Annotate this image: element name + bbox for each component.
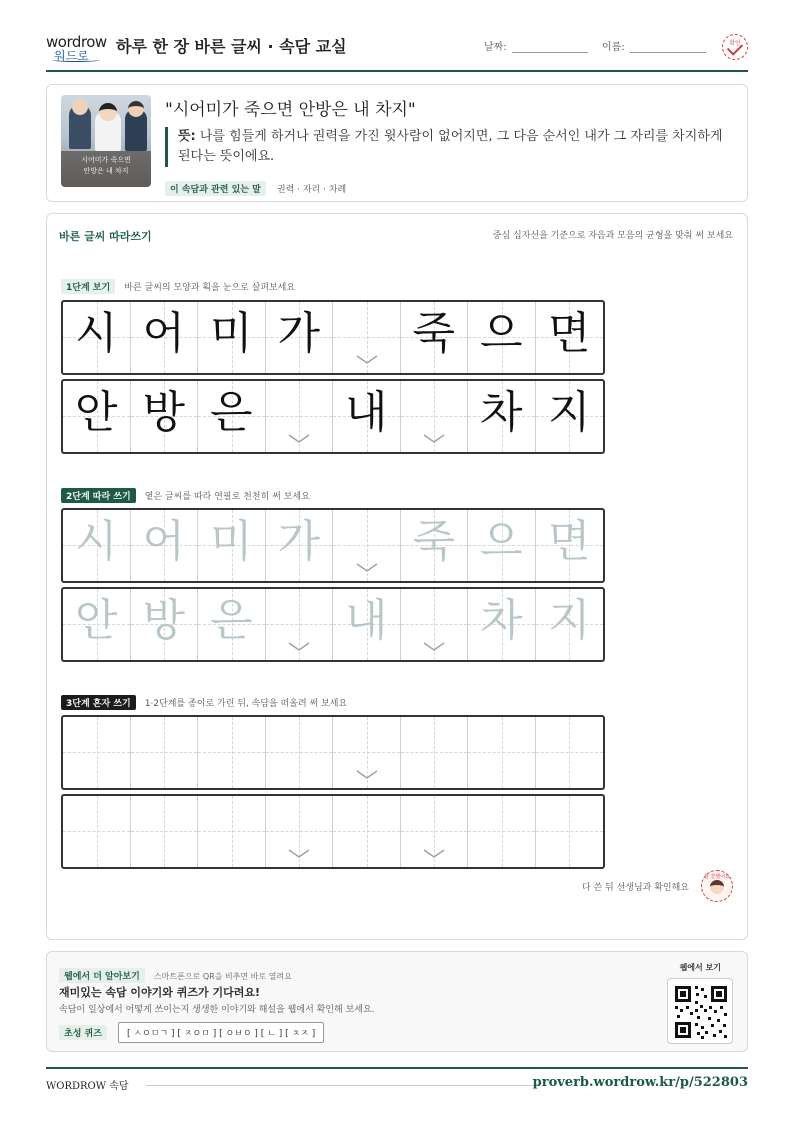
logo-korean: 워드로 (54, 49, 89, 63)
grid-cell[interactable] (131, 589, 199, 660)
child-face-icon (710, 880, 724, 894)
guide-horizontal (266, 831, 333, 832)
grid-cell[interactable] (536, 510, 604, 581)
step1-tag: 1단계 보기 (61, 279, 115, 294)
chosung-quiz (59, 1022, 324, 1042)
grid-cell (198, 381, 266, 452)
proverb-illustration (61, 95, 151, 187)
well-done-badge-icon (701, 870, 733, 902)
grid-cell[interactable] (536, 589, 604, 660)
confirm-text: 다 쓴 뒤 선생님과 확인해요 (581, 883, 689, 893)
grid-cell (266, 381, 334, 452)
grid-cell[interactable] (401, 796, 469, 867)
step3-label (61, 692, 347, 708)
trace-character: 안 (74, 595, 118, 646)
guide-horizontal (266, 624, 333, 625)
guide-horizontal (198, 752, 265, 753)
trace-character: 차 (479, 595, 523, 646)
web-subtext: 속담이 일상에서 어떻게 쓰이는지 생생한 이야기와 해설을 웹에서 확인해 보세요. (59, 1005, 375, 1015)
quiz-hint-box: [ ㅅㅇㅁㄱ ] [ ㅈㅇㅁ ] [ ㅇㅂㅇ ] [ ㄴ ] [ ㅊㅈ ] (118, 1022, 324, 1043)
related-words (165, 177, 347, 195)
guide-horizontal (198, 831, 265, 832)
footer-brand: WORDROW 속담 (46, 1081, 129, 1092)
grid-cell (536, 381, 604, 452)
proverb-card (46, 84, 748, 202)
grid-cell[interactable] (333, 589, 401, 660)
illustration-caption-1: 시어미가 죽으면 (81, 156, 131, 164)
space-mark-icon (356, 769, 378, 781)
trace-character: 내 (344, 595, 388, 646)
stamp-label: 확인 (729, 40, 741, 47)
grid-cell[interactable] (198, 589, 266, 660)
guide-horizontal (401, 416, 468, 417)
grid-cell[interactable] (198, 510, 266, 581)
guide-horizontal (333, 545, 400, 546)
practice-hint: 중심 십자선을 기준으로 자음과 모음의 균형을 맞춰 써 보세요 (492, 231, 733, 241)
grid-cell (266, 302, 334, 373)
grid-cell (131, 381, 199, 452)
model-character: 미 (209, 308, 253, 359)
grid-cell (468, 381, 536, 452)
logo-wordmark: wordrow (46, 33, 107, 51)
grid-cell[interactable] (401, 589, 469, 660)
trace-character: 가 (277, 516, 320, 567)
footer-url[interactable]: proverb.wordrow.kr/p/522803 (532, 1075, 748, 1090)
web-headline: 재미있는 속담 이야기와 퀴즈가 기다려요! (59, 986, 260, 999)
proverb-meaning (165, 127, 735, 167)
grid-cell[interactable] (63, 717, 131, 788)
badge-label: 참 잘했어요 (704, 874, 730, 880)
model-character: 지 (547, 387, 591, 438)
space-mark-icon (423, 433, 445, 445)
grid-cell[interactable] (63, 796, 131, 867)
step3-desc: 1·2단계를 종이로 가린 뒤, 속담을 떠올려 써 보세요 (144, 699, 348, 709)
guide-horizontal (333, 752, 400, 753)
guide-horizontal (536, 752, 604, 753)
guide-horizontal (266, 752, 333, 753)
step3-tag: 3단계 혼자 쓰기 (61, 695, 136, 710)
quiz-label: 초성 퀴즈 (59, 1025, 107, 1040)
meaning-text: 나를 힘들게 하거나 권력을 가진 윗사람이 없어지면, 그 다음 순서인 내가 그 자리를 차지하게 된다는 뜻이에요. (178, 129, 723, 164)
grid-cell[interactable] (468, 510, 536, 581)
grid-cell[interactable] (536, 717, 604, 788)
step2-label (61, 485, 310, 501)
qr-code[interactable] (667, 978, 733, 1044)
guide-horizontal (333, 831, 400, 832)
related-label: 이 속담과 관련 있는 말 (165, 181, 266, 196)
space-mark-icon (288, 433, 310, 445)
model-character: 방 (142, 387, 185, 438)
space-mark-icon (288, 641, 310, 653)
grid-cell (63, 302, 131, 373)
model-character: 안 (74, 387, 118, 438)
grid-cell[interactable] (131, 717, 199, 788)
model-character: 은 (209, 387, 253, 438)
grid-cell[interactable] (131, 796, 199, 867)
web-desc: 스마트폰으로 QR을 비추면 바로 열려요 (153, 972, 292, 981)
grid-cell[interactable] (333, 717, 401, 788)
trace-character: 으 (479, 516, 523, 567)
step1-grid-row2 (61, 379, 605, 454)
step2-desc: 옅은 글씨를 따라 연필로 천천히 써 보세요 (144, 492, 310, 502)
meaning-label: 뜻: (178, 129, 196, 144)
grid-cell[interactable] (401, 510, 469, 581)
grid-cell (401, 381, 469, 452)
grid-cell (401, 302, 469, 373)
guide-horizontal (401, 752, 468, 753)
date-field[interactable] (512, 52, 588, 53)
trace-character: 시 (74, 516, 118, 567)
step3-grid-row1[interactable] (61, 715, 605, 790)
proverb-title: "시어미가 죽으면 안방은 내 차지" (165, 100, 416, 120)
web-tag-row (59, 964, 292, 982)
grid-cell[interactable] (468, 589, 536, 660)
model-character: 시 (74, 308, 118, 359)
trace-character: 은 (209, 595, 253, 646)
page-header (46, 28, 748, 72)
trace-character: 지 (547, 595, 591, 646)
web-promo (46, 951, 748, 1052)
grid-cell[interactable] (333, 510, 401, 581)
space-mark-icon (356, 354, 378, 366)
grid-cell[interactable] (266, 796, 334, 867)
grid-cell[interactable] (63, 589, 131, 660)
guide-horizontal (333, 337, 400, 338)
guide-horizontal (266, 416, 333, 417)
guide-horizontal (468, 752, 535, 753)
step1-grid-row1 (61, 300, 605, 375)
grid-cell (333, 302, 401, 373)
grid-cell[interactable] (63, 510, 131, 581)
model-character: 면 (547, 308, 591, 359)
grid-cell[interactable] (266, 510, 334, 581)
practice-title: 바른 글씨 따라쓰기 (59, 230, 152, 243)
practice-panel (46, 213, 748, 940)
grid-cell[interactable] (131, 510, 199, 581)
model-character: 가 (277, 308, 320, 359)
grid-cell[interactable] (266, 717, 334, 788)
trace-character: 어 (142, 516, 185, 567)
name-field[interactable] (630, 52, 706, 53)
model-character: 어 (142, 308, 185, 359)
logo-arc (52, 58, 100, 62)
grid-cell (131, 302, 199, 373)
trace-character: 방 (142, 595, 185, 646)
guide-horizontal (131, 831, 198, 832)
illustration-caption-2: 안방은 내 차지 (83, 167, 129, 175)
guide-horizontal (131, 752, 198, 753)
grid-cell[interactable] (468, 717, 536, 788)
qr-code-icon (668, 979, 734, 1045)
grid-cell[interactable] (333, 796, 401, 867)
grid-cell[interactable] (198, 796, 266, 867)
step2-grid-row1[interactable] (61, 508, 605, 583)
page-title: 하루 한 장 바른 글씨 · 속담 교실 (116, 37, 347, 56)
space-mark-icon (356, 562, 378, 574)
model-character: 차 (479, 387, 523, 438)
footer-divider (146, 1085, 536, 1086)
check-stamp-icon (722, 34, 748, 60)
web-tag: 웹에서 더 알아보기 (59, 968, 145, 983)
page-footer (46, 1067, 748, 1097)
guide-horizontal (468, 831, 535, 832)
name-label: 이름: (602, 42, 625, 53)
grid-cell (536, 302, 604, 373)
date-label: 날짜: (484, 42, 507, 53)
trace-character: 면 (547, 516, 591, 567)
step3-grid-row2[interactable] (61, 794, 605, 869)
space-mark-icon (288, 848, 310, 860)
guide-horizontal (401, 624, 468, 625)
space-mark-icon (423, 641, 445, 653)
grid-cell[interactable] (468, 796, 536, 867)
qr-label: 웹에서 보기 (679, 963, 721, 972)
step2-grid-row2[interactable] (61, 587, 605, 662)
space-mark-icon (423, 848, 445, 860)
grid-cell (198, 302, 266, 373)
model-character: 내 (344, 387, 388, 438)
guide-horizontal (63, 831, 130, 832)
step1-desc: 바른 글씨의 모양과 획을 눈으로 살펴보세요 (124, 283, 296, 293)
step1-label (61, 276, 295, 292)
grid-cell[interactable] (536, 796, 604, 867)
grid-cell (333, 381, 401, 452)
wordrow-logo (46, 32, 108, 62)
grid-cell (63, 381, 131, 452)
model-character: 죽 (412, 308, 455, 359)
trace-character: 죽 (412, 516, 455, 567)
grid-cell[interactable] (266, 589, 334, 660)
step2-tag: 2단계 따라 쓰기 (61, 488, 136, 503)
grid-cell (468, 302, 536, 373)
grid-cell[interactable] (198, 717, 266, 788)
guide-horizontal (536, 831, 604, 832)
trace-character: 미 (209, 516, 253, 567)
guide-horizontal (401, 831, 468, 832)
guide-horizontal (63, 752, 130, 753)
related-words-text: 권력 · 자리 · 차례 (276, 185, 347, 195)
grid-cell[interactable] (401, 717, 469, 788)
model-character: 으 (479, 308, 523, 359)
